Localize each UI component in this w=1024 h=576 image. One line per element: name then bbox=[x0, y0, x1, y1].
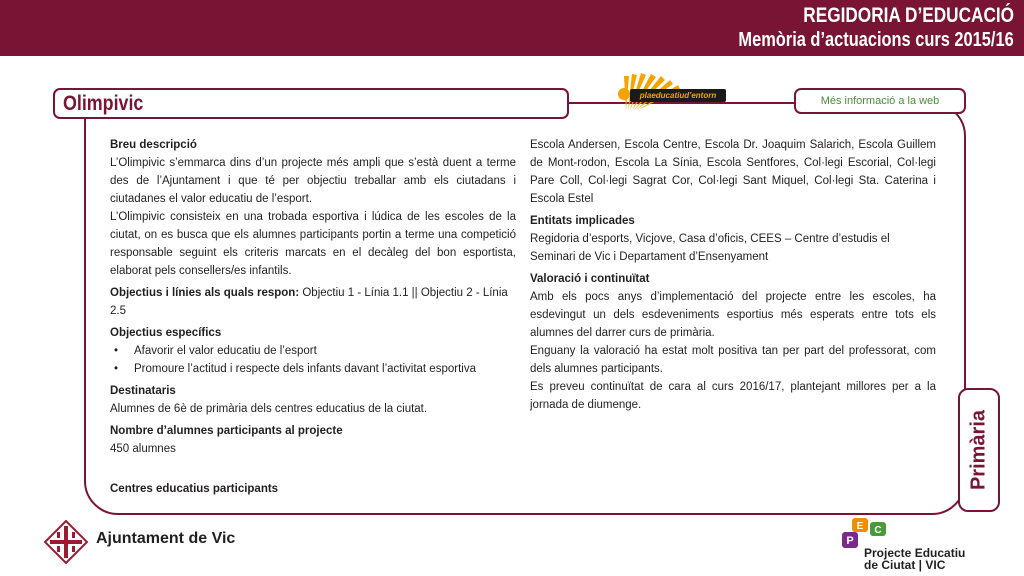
category-tab bbox=[958, 388, 1000, 512]
pla-logo-text: plaeducatiud’entorn bbox=[630, 89, 726, 102]
assessment-paragraph-3: Es preveu continuïtat de cara al curs 2016/17, plantejant millores per a la jornada de diumenge. bbox=[530, 381, 936, 411]
pec-letter-e: E bbox=[856, 521, 864, 532]
description-paragraph-1: L’Olimpivic s’emmarca dins d’un projecte més ampli que s’està duent a terme des de l’Ajuntament i que té per objectiu treballar amb els ciutadans i ciutadanes el valor educatiu de l’esport. bbox=[110, 157, 516, 205]
entities-heading: Entitats implicades bbox=[530, 215, 635, 227]
students-count-heading: Nombre d’alumnes participants al projecte bbox=[110, 425, 343, 437]
recipients-heading: Destinataris bbox=[110, 385, 176, 397]
description-heading: Breu descripció bbox=[110, 139, 197, 151]
schools-heading: Centres educatius participants bbox=[110, 483, 279, 495]
specific-objectives-heading: Objectius específics bbox=[110, 327, 222, 339]
project-title: Olimpivic bbox=[63, 92, 144, 115]
objectives-heading: Objectius i línies als quals respon: bbox=[110, 287, 300, 299]
right-column bbox=[530, 136, 936, 414]
category-label: Primària bbox=[967, 409, 990, 491]
assessment-paragraph-2: Enguany la valoració ha estat molt positiva tan per part del professorat, com dels alumnes participants. bbox=[530, 345, 936, 375]
pec-line-2: de Ciutat | VIC bbox=[864, 558, 946, 572]
vic-coat-of-arms-icon bbox=[44, 520, 88, 564]
assessment-heading: Valoració i continuïtat bbox=[530, 273, 650, 285]
specific-objective-item: • Afavorir el valor educatiu de l’esport bbox=[110, 342, 516, 360]
recipients-value: Alumnes de 6è de primària dels centres educatius de la ciutat. bbox=[110, 403, 428, 415]
pec-line-1: Projecte Educatiu bbox=[864, 546, 966, 560]
more-info-link[interactable] bbox=[794, 88, 966, 114]
specific-objective-item: • Promoure l’actitud i respecte dels infants davant l’activitat esportiva bbox=[110, 360, 516, 378]
description-paragraph-2: L’Olimpivic consisteix en una trobada esportiva i lúdica de les escoles de la ciutat, on es busca que els alumnes participants portin a terme una competició responsable seguint els criteris marcats en el decàleg del bon esportista, elaborat pels consellers/es infantils. bbox=[110, 211, 516, 277]
more-info-label[interactable]: Més informació a la web bbox=[820, 95, 940, 107]
header-subtitle: Memòria d’actuacions curs 2015/16 bbox=[738, 29, 1014, 51]
project-title-tab bbox=[53, 88, 569, 119]
objectives-value: Objectiu 1 - Línia 1.1 || Objectiu 2 - Línia 2.5 bbox=[110, 287, 508, 317]
pla-educatiu-logo bbox=[614, 70, 728, 116]
assessment-paragraph-1: Amb els pocs anys d’implementació del projecte entre les escoles, ha esdevingut un dels esdeveniments esportius més esperats entre tots els alumnes del darrer curs de primària. bbox=[530, 291, 936, 339]
schools-list: Escola Andersen, Escola Centre, Escola Dr. Joaquim Salarich, Escola Guillem de Mont-rodon, Escola La Sínia, Escola Sentfores, Col·legi Escorial, Col·legi Pare Coll, Col·legi Sagrat Cor, Col·legi Sant Miquel, Col·legi Sta. Caterina i Escola Estel bbox=[530, 139, 936, 205]
header-title: REGIDORIA D’EDUCACIÓ bbox=[803, 4, 1014, 27]
pec-letter-p: P bbox=[846, 535, 854, 547]
students-count-value: 450 alumnes bbox=[110, 443, 176, 455]
ajuntament-logo bbox=[44, 517, 244, 567]
pec-letter-c: C bbox=[874, 525, 882, 536]
pec-logo bbox=[840, 516, 990, 574]
header-bar bbox=[0, 0, 1024, 56]
objectives-line bbox=[110, 284, 516, 320]
entities-value: Regidoria d’esports, Vicjove, Casa d’oficis, CEES – Centre d’estudis el Seminari de Vic i Departament d’Ensenyament bbox=[530, 233, 890, 263]
ajuntament-name: Ajuntament de Vic bbox=[96, 530, 236, 547]
left-column bbox=[110, 136, 516, 498]
